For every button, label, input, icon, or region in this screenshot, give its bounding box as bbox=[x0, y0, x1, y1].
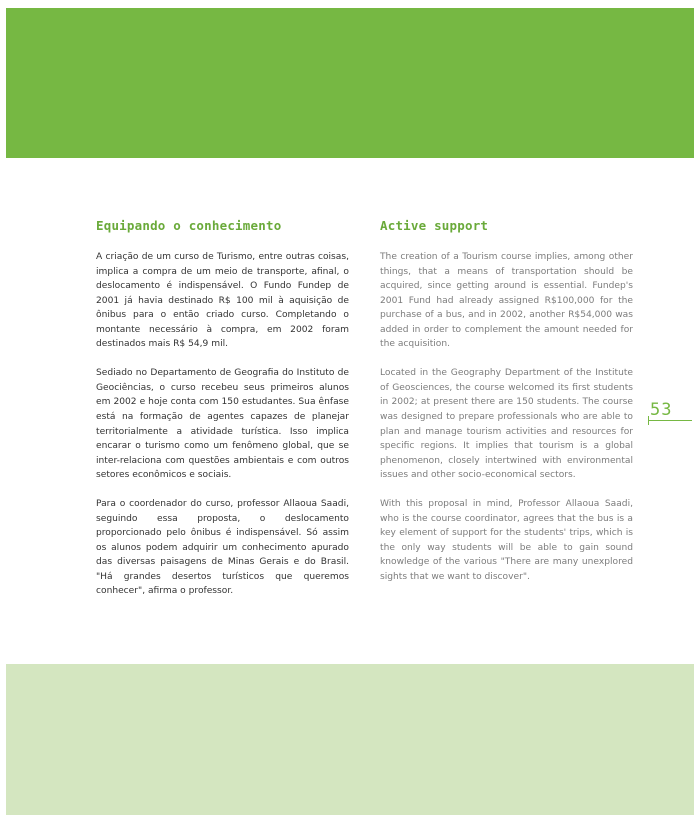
english-paragraph-2: Located in the Geography Department of the Institute of Geosciences, the course welcomed its first students in 2002; at present there are 150 students. The course was designed to prepare professionals who are able to plan and manage tourism activities and resources for specific regions. It implies that tourism is a global phenomenon, closely intertwined with environmental issues and other socio-economical sectors. bbox=[380, 368, 633, 481]
english-paragraph-1: The creation of a Tourism course implies, among other things, that a means of transportation should be acquired, since getting around is essential. Fundep's 2001 Fund had already assigned R$100,000 for the purchase of a bus, and in 2002, another R$54,000 was added in order to complement the amount needed for the acquisition. bbox=[380, 252, 633, 350]
portuguese-paragraph-3: Para o coordenador do curso, professor Allaoua Saadi, seguindo essa proposta, o deslocamento proporcionado pelo ônibus é indispensável. Só assim os alunos podem adquirir um conhecimento apurado das diversas paisagens de Minas Gerais e do Brasil. "Há grandes desertos turísticos que queremos conhecer", afirma o professor. bbox=[96, 499, 349, 597]
page-number-tick bbox=[648, 416, 649, 425]
page-number: 53 bbox=[650, 400, 673, 420]
portuguese-article bbox=[96, 218, 349, 614]
bottom-light-green-band bbox=[6, 664, 694, 815]
page-number-rule bbox=[648, 420, 692, 421]
top-green-band bbox=[6, 8, 694, 158]
english-article bbox=[380, 218, 633, 599]
english-heading: Active support bbox=[380, 218, 489, 233]
english-paragraph-3: With this proposal in mind, Professor Allaoua Saadi, who is the course coordinator, agrees that the bus is a key element of support for the students' trips, which is the only way students will be able to gain sound knowledge of the various "There are many unexplored sights that we want to discover". bbox=[380, 499, 633, 582]
portuguese-heading: Equipando o conhecimento bbox=[96, 218, 282, 233]
portuguese-paragraph-1: A criação de um curso de Turismo, entre outras coisas, implica a compra de um meio de transporte, afinal, o deslocamento é indispensável. O Fundo Fundep de 2001 já havia destinado R$ 100 mil à aquisição de ônibus para o então criado curso. Completando o montante necessário à compra, em 2002 foram destinados mais R$ 54,9 mil. bbox=[96, 252, 349, 350]
portuguese-paragraph-2: Sediado no Departamento de Geografia do Instituto de Geociências, o curso recebeu seus primeiros alunos em 2002 e hoje conta com 150 estudantes. Sua ênfase está na formação de agentes capazes de planejar territorialmente a atividade turística. Isso implica encarar o turismo como um fenômeno global, que se inter-relaciona com questões ambientais e com outros setores econômicos e sociais. bbox=[96, 368, 349, 481]
